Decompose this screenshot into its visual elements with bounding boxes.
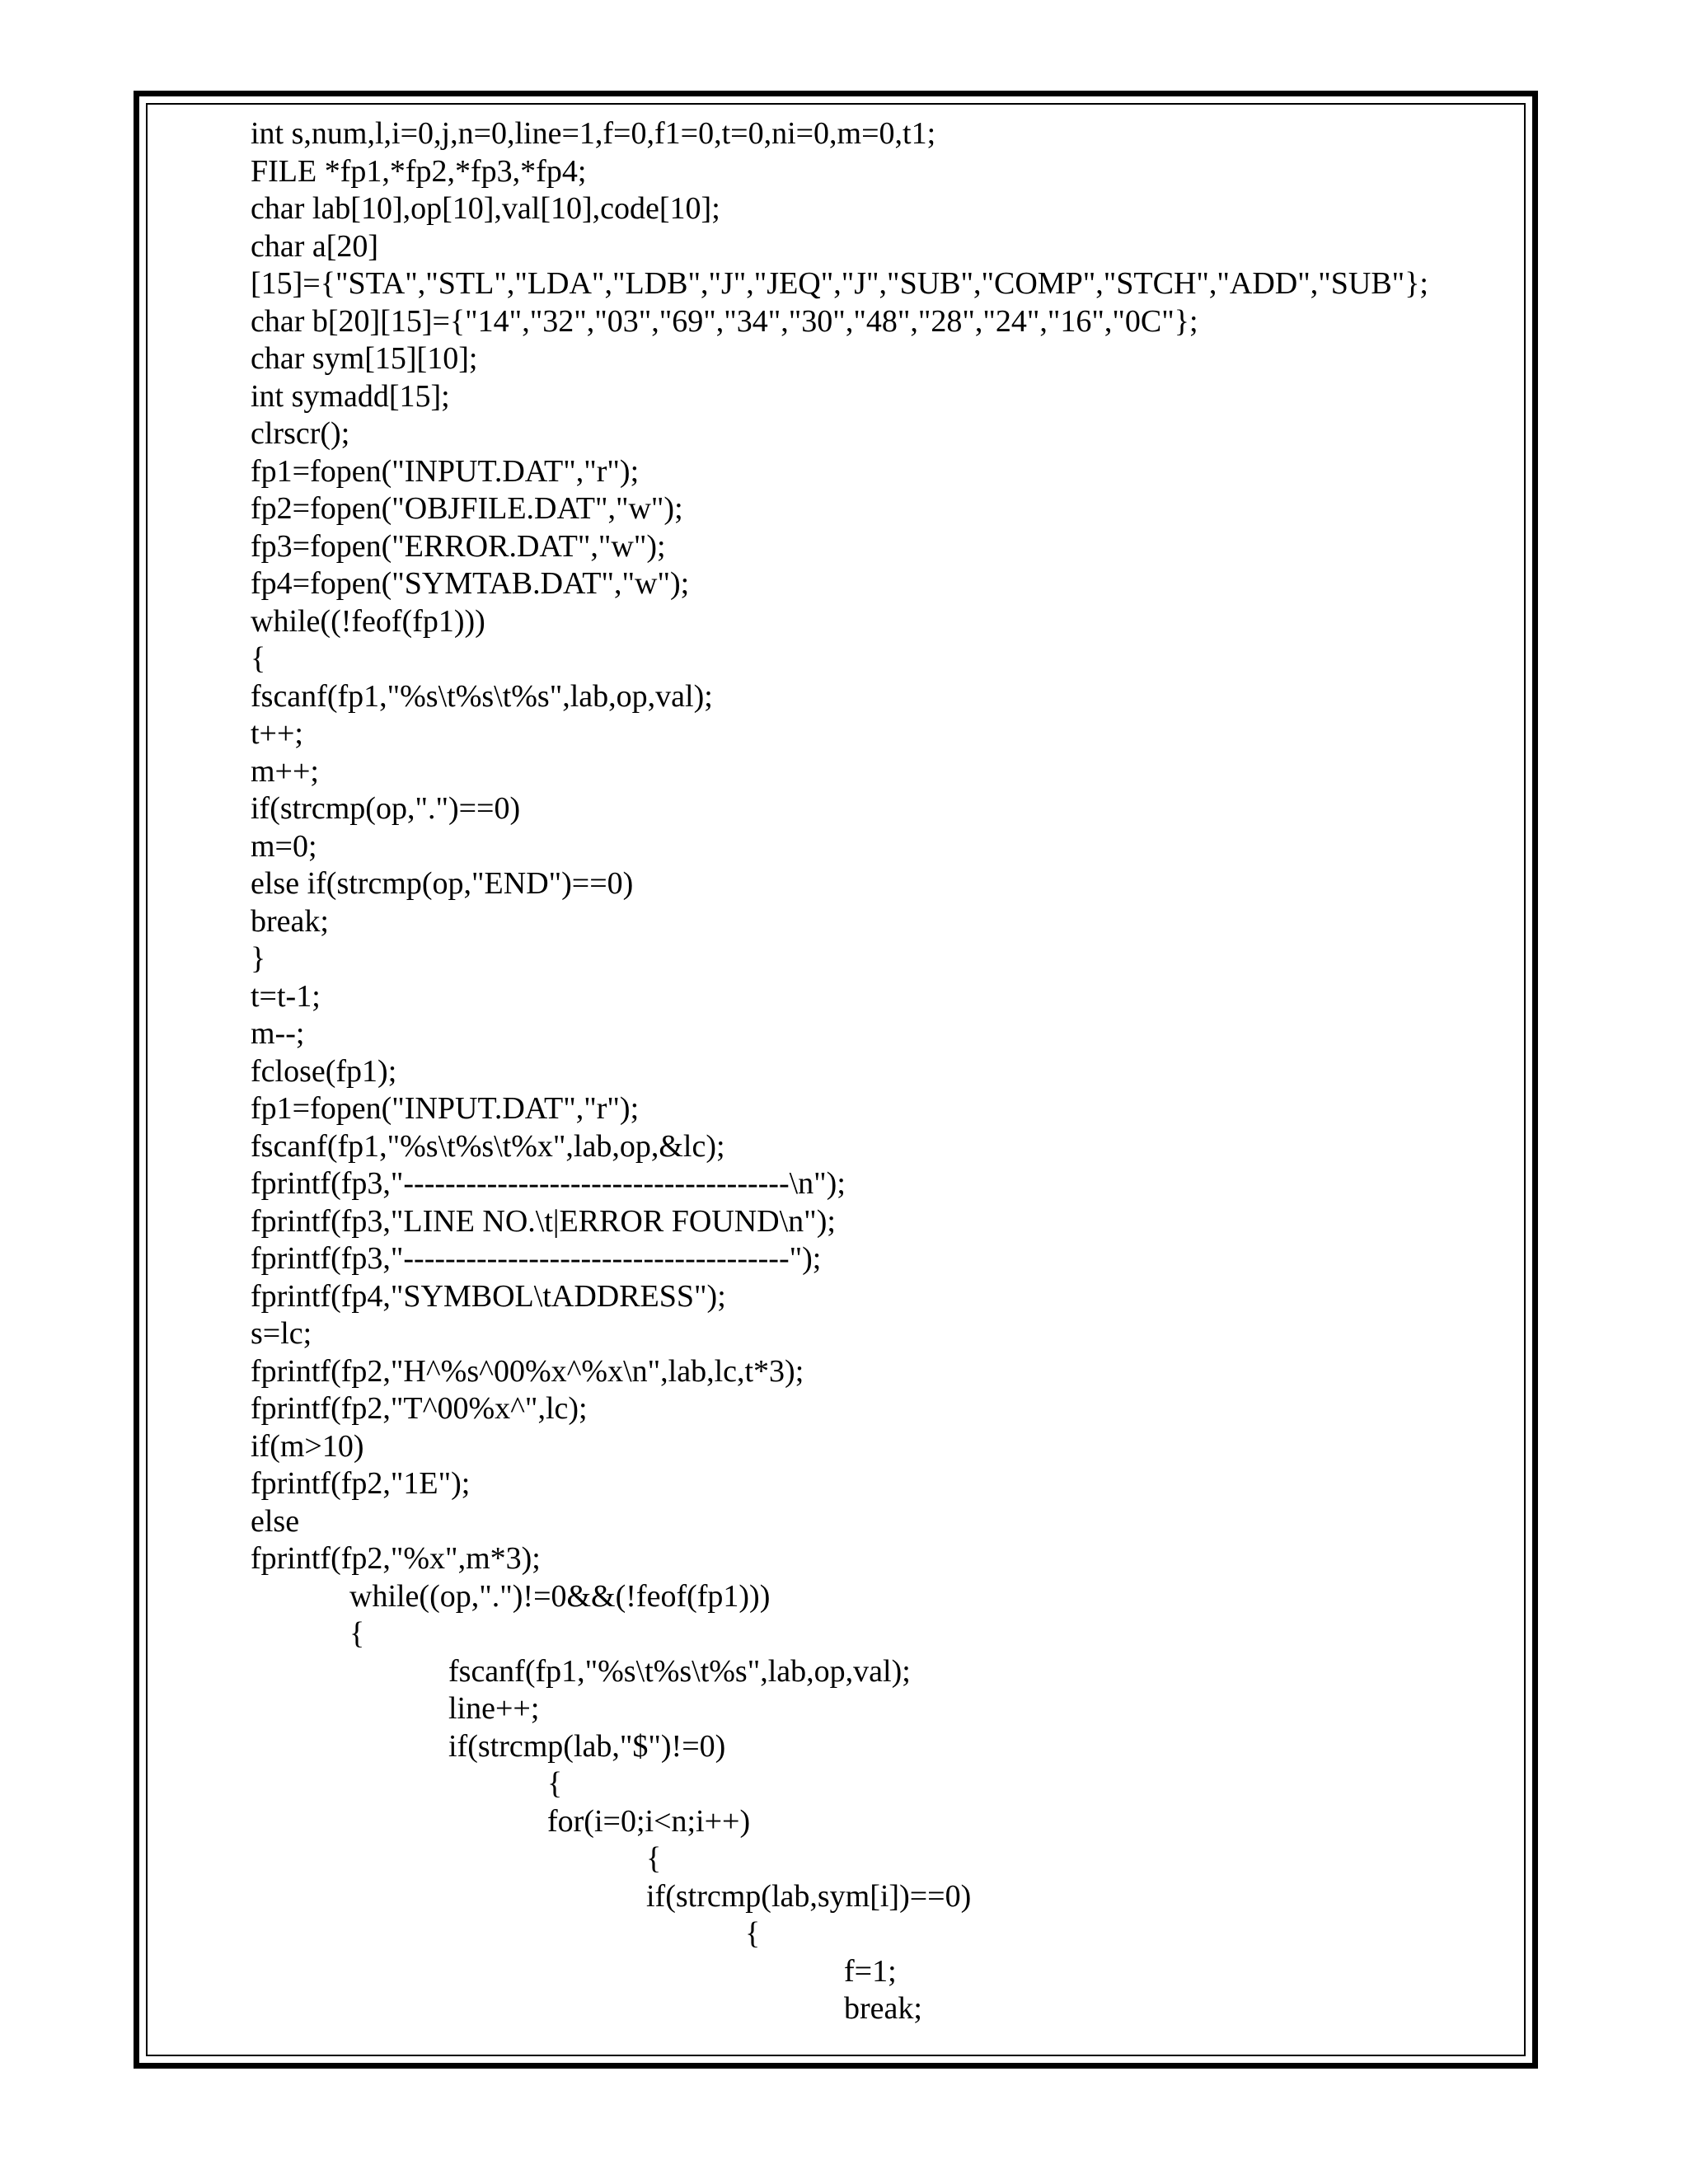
code-line: {	[349, 1616, 365, 1651]
code-line: break;	[251, 903, 329, 939]
code-line: clrscr();	[251, 416, 350, 451]
code-line: fp4=fopen("SYMTAB.DAT","w");	[251, 566, 690, 601]
code-line: fprintf(fp2,"T^00%x^",lc);	[251, 1391, 588, 1426]
code-line: fprintf(fp2,"1E");	[251, 1466, 471, 1501]
code-line: fprintf(fp4,"SYMBOL\tADDRESS");	[251, 1278, 726, 1314]
code-line: else	[251, 1503, 300, 1539]
code-line: int s,num,l,i=0,j,n=0,line=1,f=0,f1=0,t=0,ni=0,m=0,t1;	[251, 116, 936, 151]
code-line: line++;	[448, 1691, 540, 1726]
code-line: if(strcmp(lab,"$")!=0)	[448, 1728, 726, 1764]
code-line: t++;	[251, 716, 303, 751]
code-line: char lab[10],op[10],val[10],code[10];	[251, 191, 720, 226]
code-line: fp3=fopen("ERROR.DAT","w");	[251, 528, 666, 564]
code-line: while((op,".")!=0&&(!feof(fp1)))	[349, 1578, 771, 1614]
code-line: if(strcmp(op,".")==0)	[251, 791, 521, 826]
code-line: for(i=0;i<n;i++)	[547, 1803, 751, 1839]
code-line: else if(strcmp(op,"END")==0)	[251, 866, 634, 901]
code-line: m=0;	[251, 828, 317, 864]
code-line: fscanf(fp1,"%s\t%s\t%s",lab,op,val);	[251, 678, 713, 714]
code-line: fprintf(fp3,"-------------------------------------");	[251, 1241, 822, 1276]
code-listing	[251, 115, 1428, 2028]
code-line: break;	[844, 1991, 922, 2026]
code-line: fprintf(fp2,"H^%s^00%x^%x\n",lab,lc,t*3);	[251, 1353, 804, 1389]
code-line: fprintf(fp3,"-------------------------------------\n");	[251, 1166, 846, 1201]
code-line: int symadd[15];	[251, 378, 450, 414]
code-line: fclose(fp1);	[251, 1053, 397, 1089]
code-line: {	[547, 1766, 563, 1801]
code-line: t=t-1;	[251, 978, 321, 1014]
code-line: while((!feof(fp1)))	[251, 603, 485, 639]
code-line: FILE *fp1,*fp2,*fp3,*fp4;	[251, 153, 587, 189]
code-line: fprintf(fp2,"%x",m*3);	[251, 1541, 541, 1576]
code-line: s=lc;	[251, 1316, 312, 1351]
code-line: }	[251, 941, 266, 976]
code-line: {	[251, 641, 266, 676]
code-line: fscanf(fp1,"%s\t%s\t%s",lab,op,val);	[448, 1653, 911, 1689]
code-line: {	[745, 1916, 761, 1951]
code-line: {	[646, 1841, 662, 1876]
code-line: if(strcmp(lab,sym[i])==0)	[646, 1878, 972, 1914]
code-line: m++;	[251, 753, 319, 789]
code-line: if(m>10)	[251, 1428, 364, 1464]
code-line: f=1;	[844, 1953, 897, 1989]
code-line: char a[20]	[251, 228, 379, 264]
code-line: fp1=fopen("INPUT.DAT","r");	[251, 453, 640, 489]
code-line: fprintf(fp3,"LINE NO.\t|ERROR FOUND\n");	[251, 1203, 836, 1239]
code-line: char sym[15][10];	[251, 341, 478, 376]
code-line: fp1=fopen("INPUT.DAT","r");	[251, 1091, 640, 1126]
code-line: fscanf(fp1,"%s\t%s\t%x",lab,op,&lc);	[251, 1128, 725, 1164]
code-line: [15]={"STA","STL","LDA","LDB","J","JEQ","J","SUB","COMP","STCH","ADD","SUB"};	[251, 266, 1428, 301]
code-line: fp2=fopen("OBJFILE.DAT","w");	[251, 491, 683, 526]
code-line: char b[20][15]={"14","32","03","69","34","30","48","28","24","16","0C"};	[251, 303, 1198, 339]
code-line: m--;	[251, 1016, 305, 1051]
